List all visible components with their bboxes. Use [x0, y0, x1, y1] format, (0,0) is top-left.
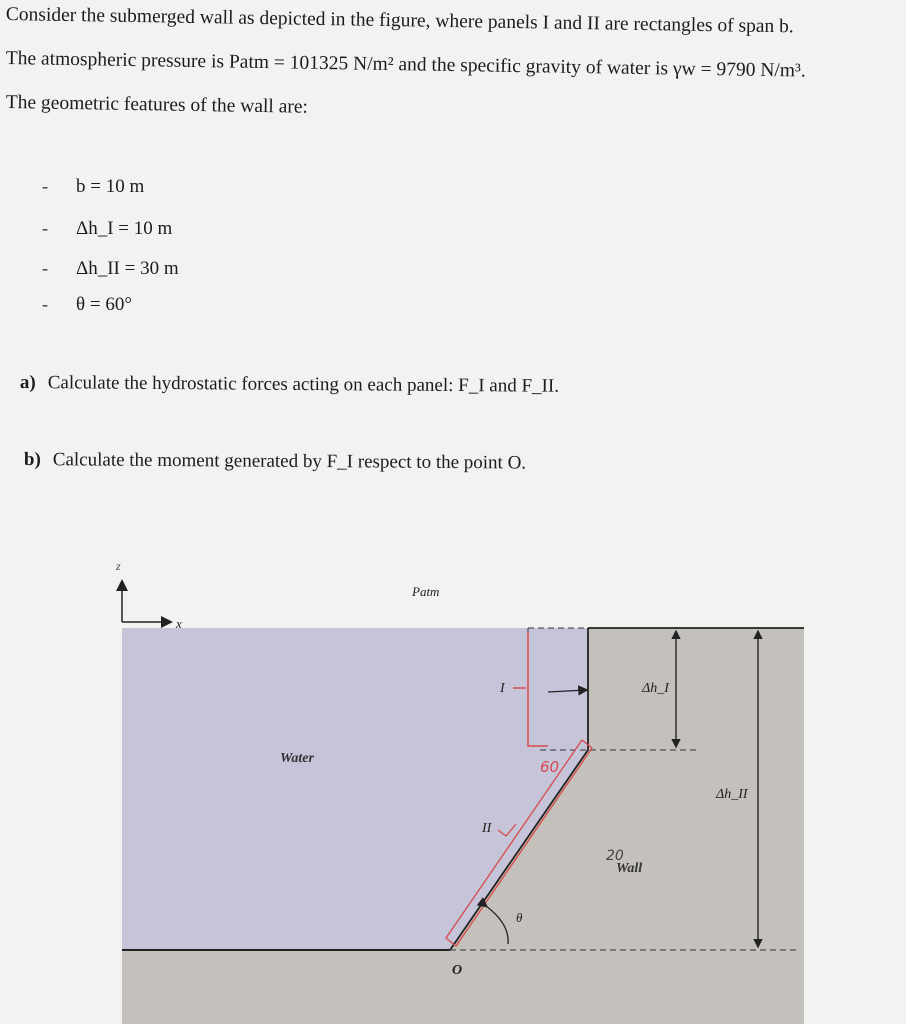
- wall-label: Wall: [616, 861, 643, 876]
- problem-line-2: The atmospheric pressure is Patm = 101325 N/m² and the specific gravity of water is γw = 9790 N/m³.: [5, 48, 806, 82]
- floor-region: [122, 950, 804, 1024]
- question-b-text: Calculate the moment generated by F_I respect to the point O.: [52, 449, 527, 474]
- question-a: [20, 372, 559, 398]
- problem-line-3: The geometric features of the wall are:: [5, 92, 309, 118]
- handwritten-20: 20: [606, 848, 624, 864]
- origin-label: O: [452, 963, 463, 978]
- question-b-label: b): [23, 449, 41, 471]
- question-b: [24, 449, 526, 475]
- x-axis-label: x: [176, 616, 182, 631]
- patm-label: Patm: [412, 584, 440, 599]
- theta-label: θ: [516, 910, 523, 925]
- dh1-label: Δh_I: [642, 681, 669, 696]
- panel-II-label: II: [482, 821, 492, 836]
- wall-figure: [0, 540, 906, 1024]
- param-theta: θ = 60°: [76, 294, 132, 315]
- water-label: Water: [280, 751, 314, 766]
- bullet-dash: -: [42, 218, 48, 238]
- question-a-text: Calculate the hydrostatic forces acting on each panel: F_I and F_II.: [47, 372, 560, 397]
- bullet-dash: -: [42, 258, 48, 278]
- panel-I-label: I: [500, 681, 505, 696]
- problem-line-1: Consider the submerged wall as depicted in the figure, where panels I and II are rectangles of span b.: [5, 4, 794, 38]
- param-dh1: Δh_I = 10 m: [76, 218, 173, 239]
- question-a-label: a): [19, 372, 36, 394]
- z-axis-label: z: [116, 559, 121, 573]
- dh2-label: Δh_II: [716, 787, 748, 802]
- bullet-dash: -: [42, 176, 48, 196]
- handwritten-60: 60: [540, 758, 560, 776]
- param-b: b = 10 m: [76, 176, 145, 197]
- bullet-dash: -: [42, 294, 48, 314]
- param-dh2: Δh_II = 30 m: [76, 258, 179, 279]
